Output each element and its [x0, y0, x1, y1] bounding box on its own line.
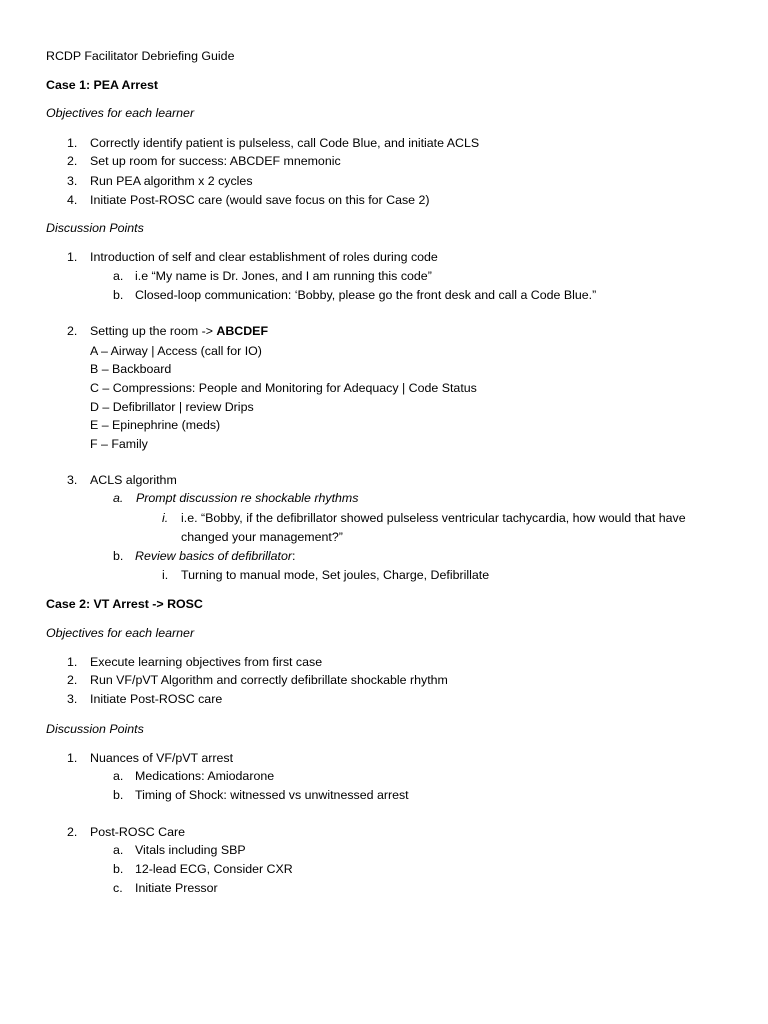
list-item: [67, 672, 448, 688]
item-number: 3.: [67, 692, 78, 706]
mnemonic-item: F – Family: [90, 437, 148, 451]
mnemonic-item: C – Compressions: People and Monitoring for Adequacy | Code Status: [90, 381, 477, 395]
sub-list-item: [113, 787, 409, 803]
list-item: [67, 192, 430, 208]
item-text: Introduction of self and clear establishment of roles during code: [90, 250, 438, 264]
case1-discussion-heading: Discussion Points: [46, 221, 144, 235]
item-text-bold: ABCDEF: [216, 324, 269, 338]
sub-list-item: [113, 287, 596, 303]
item-text: Nuances of VF/pVT arrest: [90, 751, 234, 765]
item-text: Set up room for success: ABCDEF mnemonic: [90, 154, 341, 168]
item-number: 3.: [67, 174, 78, 188]
case1-heading: Case 1: PEA Arrest: [46, 78, 159, 92]
item-text-continuation: changed your management?”: [181, 530, 343, 544]
item-letter: a.: [113, 769, 124, 783]
item-text: Correctly identify patient is pulseless, call Code Blue, and initiate ACLS: [90, 136, 480, 150]
item-text: Review basics of defibrillator: [135, 549, 293, 563]
sub-sub-list-item: [162, 510, 686, 526]
document-title: RCDP Facilitator Debriefing Guide: [46, 49, 235, 63]
sub-list-item: [113, 842, 246, 858]
item-letter: b.: [113, 288, 124, 302]
mnemonic-item: B – Backboard: [90, 362, 172, 376]
list-item: [67, 173, 253, 189]
item-number: 1.: [67, 751, 78, 765]
mnemonic-item: E – Epinephrine (meds): [90, 418, 221, 432]
item-number: 1.: [67, 250, 78, 264]
item-letter: a.: [113, 843, 124, 857]
list-item: [67, 691, 222, 707]
item-number: 3.: [67, 473, 78, 487]
list-item: [67, 654, 322, 670]
item-text: Turning to manual mode, Set joules, Charge, Defibrillate: [181, 568, 490, 582]
item-text: Initiate Post-ROSC care: [90, 692, 223, 706]
item-text: Initiate Pressor: [135, 881, 218, 895]
list-item: [67, 249, 438, 265]
sub-list-item: [113, 880, 218, 896]
item-text: Setting up the room ->: [90, 324, 217, 338]
item-letter: b.: [113, 549, 124, 563]
list-item: [67, 472, 177, 488]
case2-heading: Case 2: VT Arrest -> ROSC: [46, 597, 203, 611]
item-number: 2.: [67, 825, 78, 839]
item-number: 4.: [67, 193, 78, 207]
item-text: Run VF/pVT Algorithm and correctly defibrillate shockable rhythm: [90, 673, 448, 687]
item-text: Medications: Amiodarone: [135, 769, 275, 783]
item-text: Execute learning objectives from first case: [90, 655, 323, 669]
item-letter: b.: [113, 862, 124, 876]
sub-list-item: [113, 548, 295, 564]
item-letter: b.: [113, 788, 124, 802]
case2-discussion-heading: Discussion Points: [46, 722, 144, 736]
item-text: Run PEA algorithm x 2 cycles: [90, 174, 253, 188]
sub-list-item: [113, 768, 274, 784]
case2-objectives-heading: Objectives for each learner: [46, 626, 195, 640]
item-number: 2.: [67, 324, 78, 338]
item-text: ACLS algorithm: [90, 473, 177, 487]
item-letter: a.: [113, 269, 124, 283]
item-letter: a.: [113, 491, 124, 505]
item-text: 12-lead ECG, Consider CXR: [135, 862, 293, 876]
item-roman: i.: [162, 568, 169, 582]
sub-sub-list-item: [162, 567, 489, 583]
list-item: [67, 824, 185, 840]
item-number: 2.: [67, 673, 78, 687]
item-letter: c.: [113, 881, 123, 895]
list-item: [67, 153, 341, 169]
item-text: Closed-loop communication: ‘Bobby, please go the front desk and call a Code Blue.”: [135, 288, 597, 302]
mnemonic-item: A – Airway | Access (call for IO): [90, 344, 262, 358]
item-text: Post-ROSC Care: [90, 825, 186, 839]
item-text: Initiate Post-ROSC care (would save focus on this for Case 2): [90, 193, 430, 207]
item-number: 2.: [67, 154, 78, 168]
list-item: [67, 323, 268, 339]
mnemonic-item: D – Defibrillator | review Drips: [90, 400, 254, 414]
list-item: [67, 135, 479, 151]
case1-objectives-heading: Objectives for each learner: [46, 106, 195, 120]
sub-list-item: [113, 490, 358, 506]
list-item: [67, 750, 233, 766]
item-number: 1.: [67, 655, 78, 669]
sub-list-item: [113, 861, 293, 877]
item-text-suffix: :: [292, 549, 296, 563]
item-text: i.e. “Bobby, if the defibrillator showed pulseless ventricular tachycardia, how would that have: [181, 511, 686, 525]
item-roman: i.: [162, 511, 169, 525]
item-text: Timing of Shock: witnessed vs unwitnessed arrest: [135, 788, 409, 802]
item-number: 1.: [67, 136, 78, 150]
item-text: i.e “My name is Dr. Jones, and I am running this code”: [135, 269, 432, 283]
sub-list-item: [113, 268, 432, 284]
item-text: Prompt discussion re shockable rhythms: [136, 491, 359, 505]
item-text: Vitals including SBP: [135, 843, 246, 857]
